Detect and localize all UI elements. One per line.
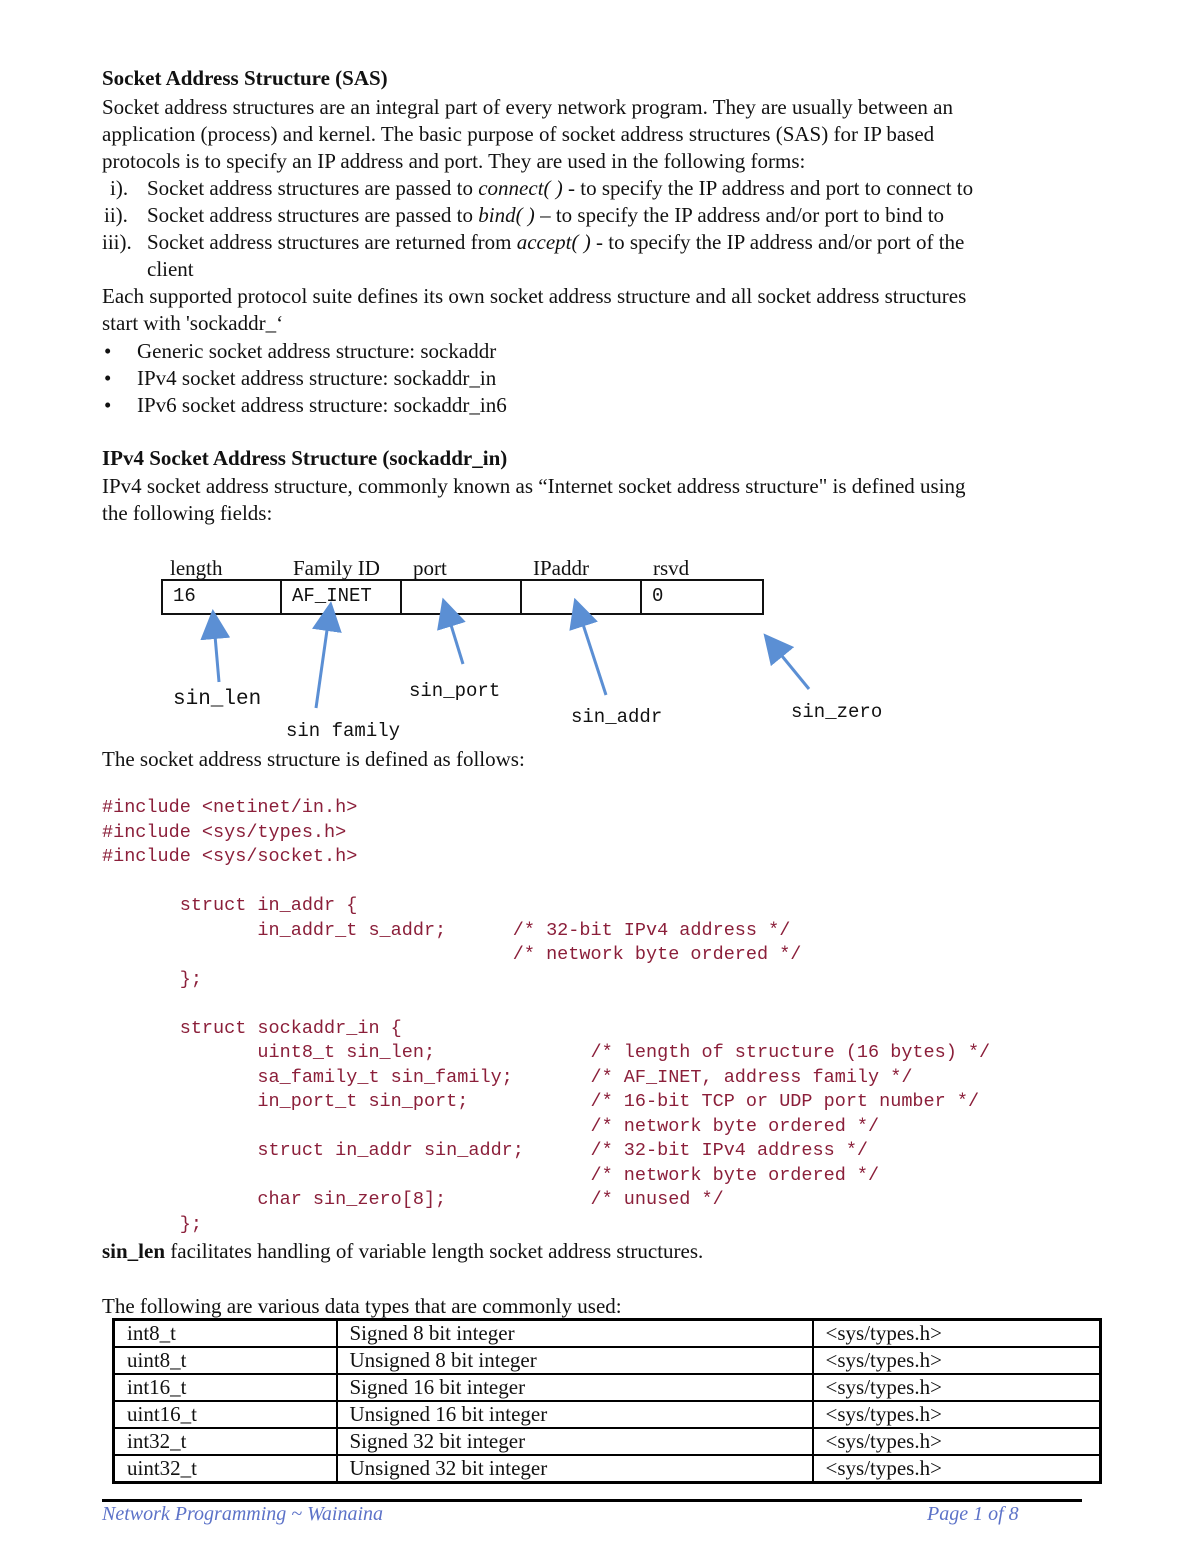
list-item: Socket address structures are passed to bind( ) – to specify the IP address and/or port to bind to: [147, 203, 945, 227]
code-block: [102, 796, 990, 1237]
table-cell: Signed 32 bit integer: [337, 1428, 813, 1455]
footer-rule: [102, 1499, 1082, 1502]
table-row: [114, 1374, 1101, 1401]
code-line: };: [102, 1213, 202, 1235]
list-number: ii).: [104, 203, 128, 227]
section-heading-sas: Socket Address Structure (SAS): [102, 66, 388, 90]
arrow-sin-len: [214, 624, 219, 682]
code-line: [102, 992, 990, 1017]
code-line: in_addr_t s_addr; /* 32-bit IPv4 address */: [102, 919, 791, 941]
code-line: char sin_zero[8]; /* unused */: [102, 1189, 724, 1210]
table-cell: uint16_t: [114, 1401, 337, 1428]
field-header: rsvd: [653, 556, 690, 580]
table-cell: <sys/types.h>: [813, 1374, 1101, 1401]
code-line: struct in_addr sin_addr; /* 32-bit IPv4 address */: [102, 1140, 869, 1161]
bullet-icon: •: [104, 339, 112, 363]
code-line: #include <netinet/in.h>: [102, 797, 358, 818]
table-cell: Unsigned 8 bit integer: [337, 1347, 813, 1374]
table-cell: Unsigned 16 bit integer: [337, 1401, 813, 1428]
arrow-sin-family: [316, 616, 329, 708]
bullet-icon: •: [104, 366, 112, 390]
footer-page-number: Page 1 of 8: [927, 1503, 1019, 1525]
list-item-continuation: client: [147, 257, 194, 281]
paragraph-line: start with 'sockaddr_‘: [102, 311, 284, 335]
label-sin-addr: sin_addr: [571, 706, 663, 728]
table-row: [114, 1347, 1101, 1374]
table-cell: <sys/types.h>: [813, 1347, 1101, 1374]
table-row: [114, 1455, 1101, 1483]
code-line: /* network byte ordered */: [102, 944, 802, 965]
table-row: [114, 1320, 1101, 1348]
table-cell: int16_t: [114, 1374, 337, 1401]
table-cell: int8_t: [114, 1320, 337, 1348]
table-cell: <sys/types.h>: [813, 1455, 1101, 1483]
bullet-item: IPv6 socket address structure: sockaddr_in6: [137, 393, 507, 417]
bullet-item: Generic socket address structure: sockaddr: [137, 339, 497, 363]
paragraph-line: application (process) and kernel. The basic purpose of socket address structures (SAS) for IP based: [102, 122, 935, 146]
footer-left: Network Programming ~ Wainaina: [102, 1503, 384, 1525]
table-cell: uint8_t: [114, 1347, 337, 1374]
list-item: Socket address structures are returned from accept( ) - to specify the IP address and/or port of the: [147, 230, 965, 254]
code-line: #include <sys/types.h>: [102, 821, 347, 843]
bullet-icon: •: [104, 393, 112, 417]
paragraph-line: Socket address structures are an integral part of every network program. They are usually between an: [102, 95, 953, 119]
code-line: };: [102, 968, 202, 990]
field-header: IPaddr: [533, 556, 589, 580]
label-sin-port: sin_port: [409, 680, 501, 702]
section-heading-ipv4: IPv4 Socket Address Structure (sockaddr_in): [102, 446, 508, 470]
code-line: /* network byte ordered */: [102, 1164, 880, 1186]
field-header: length: [170, 556, 223, 580]
table-cell: <sys/types.h>: [813, 1401, 1101, 1428]
bullet-item: IPv4 socket address structure: sockaddr_in: [137, 366, 497, 390]
list-item: Socket address structures are passed to connect( ) - to specify the IP address and port to connect to: [147, 176, 974, 200]
code-line: /* network byte ordered */: [102, 1115, 880, 1137]
table-cell: <sys/types.h>: [813, 1320, 1101, 1348]
table-cell: Signed 16 bit integer: [337, 1374, 813, 1401]
sin-len-note: sin_len facilitates handling of variable length socket address structures.: [102, 1239, 704, 1263]
table-row: [114, 1428, 1101, 1455]
arrow-sin-port: [447, 612, 463, 664]
types-table: [112, 1318, 1102, 1484]
arrow-sin-addr: [579, 612, 606, 695]
code-line: uint8_t sin_len; /* length of structure (16 bytes) */: [102, 1042, 991, 1063]
diagram-arrows: [0, 0, 1200, 760]
table-cell: Signed 8 bit integer: [337, 1320, 813, 1348]
paragraph-line: IPv4 socket address structure, commonly known as “Internet socket address structure" is defined using: [102, 474, 966, 498]
table-row: [114, 1401, 1101, 1428]
label-sin-len: sin_len: [173, 688, 262, 711]
label-sin-zero: sin_zero: [791, 701, 883, 723]
list-number: iii).: [102, 230, 132, 254]
table-cell: int32_t: [114, 1428, 337, 1455]
field-header: Family ID: [293, 556, 380, 580]
code-line: [102, 870, 990, 895]
code-line: sa_family_t sin_family; /* AF_INET, address family */: [102, 1066, 913, 1088]
table-cell: uint32_t: [114, 1455, 337, 1483]
paragraph-line: Each supported protocol suite defines its own socket address structure and all socket address structures: [102, 284, 967, 308]
code-line: in_port_t sin_port; /* 16-bit TCP or UDP port number */: [102, 1091, 980, 1112]
table-cell: <sys/types.h>: [813, 1428, 1101, 1455]
code-line: struct sockaddr_in {: [102, 1017, 402, 1039]
field-cell: 16: [161, 579, 282, 615]
code-line: #include <sys/socket.h>: [102, 846, 358, 867]
label-sin-family: sin family: [286, 720, 401, 742]
arrow-sin-zero: [773, 645, 809, 689]
paragraph-line: protocols is to specify an IP address and port. They are used in the following forms:: [102, 149, 806, 173]
table-cell: Unsigned 32 bit integer: [337, 1455, 813, 1483]
types-intro: The following are various data types that are commonly used:: [102, 1294, 622, 1318]
list-number: i).: [110, 176, 129, 200]
code-line: struct in_addr {: [102, 895, 358, 916]
code-intro: The socket address structure is defined as follows:: [102, 747, 525, 771]
paragraph-line: the following fields:: [102, 501, 273, 525]
field-cell: AF_INET: [282, 579, 402, 615]
field-header: port: [413, 556, 447, 580]
field-cell: 0: [642, 579, 764, 615]
